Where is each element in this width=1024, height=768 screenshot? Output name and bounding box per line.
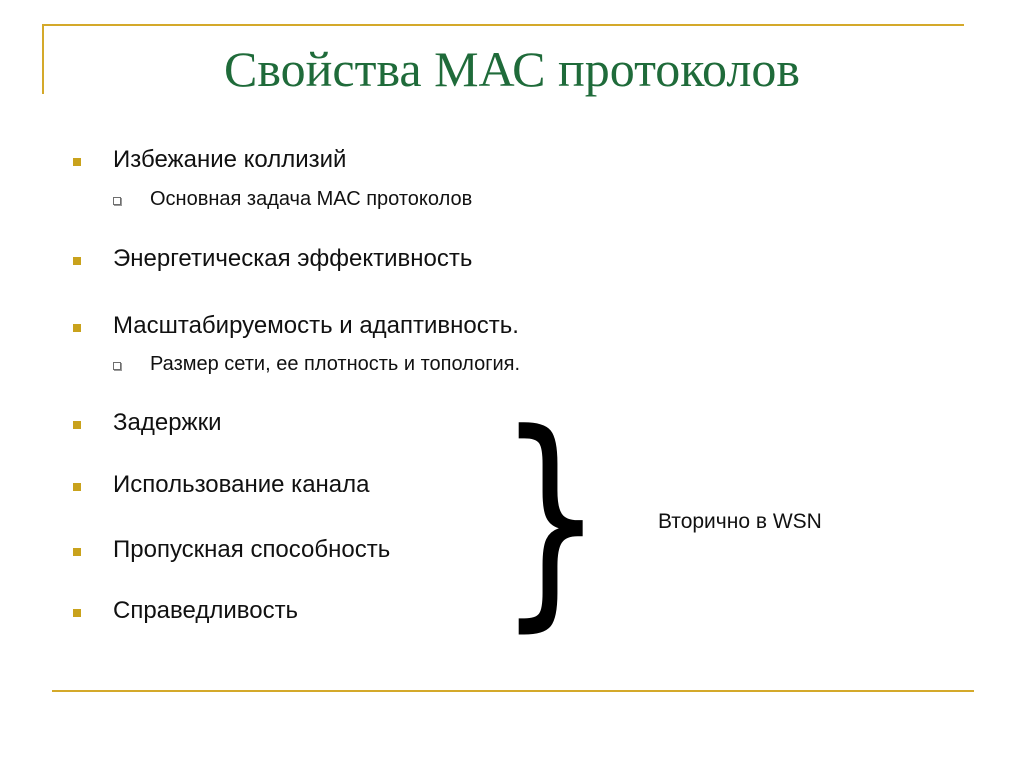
bullet-item	[73, 535, 390, 565]
bullet-item	[73, 596, 298, 626]
bullet-item	[73, 145, 346, 175]
bullet-text: Избежание коллизий	[113, 146, 347, 173]
bullet-text: Масштабируемость и адаптивность.	[113, 312, 519, 339]
bullet-item	[73, 244, 472, 274]
slide-title: Свойства МАС протоколов	[224, 41, 800, 97]
bullet-item	[73, 470, 370, 500]
bullet-text: Пропускная способность	[113, 536, 391, 563]
square-bullet-icon	[73, 483, 81, 491]
brace-annotation: Вторично в WSN	[658, 510, 822, 533]
square-bullet-icon	[73, 421, 81, 429]
bullet-item	[73, 408, 222, 438]
square-bullet-icon	[73, 324, 81, 332]
hollow-square-bullet-icon	[113, 362, 121, 370]
square-bullet-icon	[73, 158, 81, 166]
bullet-text: Справедливость	[113, 597, 299, 624]
hollow-square-bullet-icon	[113, 197, 121, 205]
bullet-text: Использование канала	[113, 471, 370, 498]
sub-bullet-text: Основная задача МАС протоколов	[150, 188, 473, 210]
right-curly-brace: }	[498, 385, 604, 652]
bullet-text: Энергетическая эффективность	[113, 245, 473, 272]
sub-bullet-item	[113, 186, 472, 212]
square-bullet-icon	[73, 257, 81, 265]
square-bullet-icon	[73, 548, 81, 556]
sub-bullet-item	[113, 351, 520, 377]
frame-bottom-line	[52, 690, 974, 692]
sub-bullet-text: Размер сети, ее плотность и топология.	[150, 353, 521, 375]
bullet-text: Задержки	[113, 409, 222, 436]
frame-top-line	[42, 24, 964, 26]
square-bullet-icon	[73, 609, 81, 617]
bullet-item	[73, 311, 519, 341]
